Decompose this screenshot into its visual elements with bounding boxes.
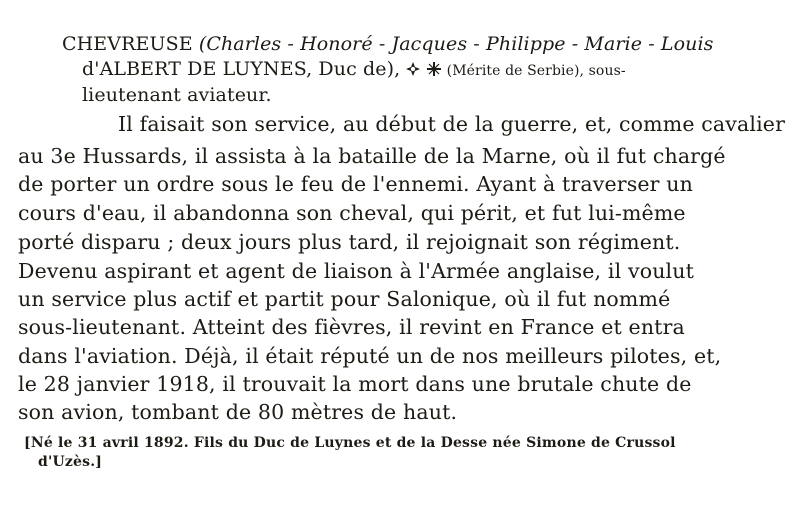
footnote-line-2: d'Uzès.]	[38, 454, 103, 470]
heading-rank: lieutenant aviateur.	[82, 84, 272, 106]
paragraph-line-9: dans l'aviation. Déjà, il était réputé un de nos meilleurs pilotes, et,	[18, 344, 722, 368]
heading-line-3	[82, 84, 272, 106]
paragraph-line-8: sous-lieutenant. Atteint des fièvres, il revint en France et entra	[18, 315, 685, 339]
footnote-line-1: [Né le 31 avril 1892. Fils du Duc de Luynes et de la Desse née Simone de Crussol	[24, 435, 676, 451]
paragraph-line-2: au 3e Hussards, il assista à la bataille de la Marne, où il fut chargé	[18, 144, 726, 168]
paragraph-line-6: Devenu aspirant et agent de liaison à l'Armée anglaise, il voulut	[18, 259, 694, 283]
paragraph-line-11: son avion, tombant de 80 mètres de haut.	[18, 400, 458, 424]
heading-line-2	[82, 58, 626, 80]
croix-de-guerre-icon	[427, 62, 441, 76]
paragraph-line-3: de porter un ordre sous le feu de l'ennemi. Ayant à traverser un	[18, 172, 693, 196]
paragraph-line-10: le 28 janvier 1918, il trouvait la mort dans une brutale chute de	[18, 372, 692, 396]
heading-line-1	[62, 33, 714, 55]
paragraph-line-7: un service plus actif et partit pour Salonique, où il fut nommé	[18, 287, 671, 311]
legion-honneur-cross-icon	[406, 62, 420, 76]
heading-family-name: d'ALBERT DE LUYNES, Duc de),	[82, 58, 401, 80]
heading-name: CHEVREUSE	[62, 33, 193, 55]
paragraph-line-1: Il faisait son service, au début de la guerre, et, comme cavalier	[118, 112, 786, 136]
heading-given-names: (Charles - Honoré - Jacques - Philippe - Marie - Louis	[198, 33, 714, 55]
paragraph-line-4: cours d'eau, il abandonna son cheval, qui périt, et fut lui-même	[18, 201, 686, 225]
heading-decoration-note: (Mérite de Serbie), sous-	[446, 63, 626, 79]
paragraph-line-5: porté disparu ; deux jours plus tard, il rejoignait son régiment.	[18, 230, 681, 254]
